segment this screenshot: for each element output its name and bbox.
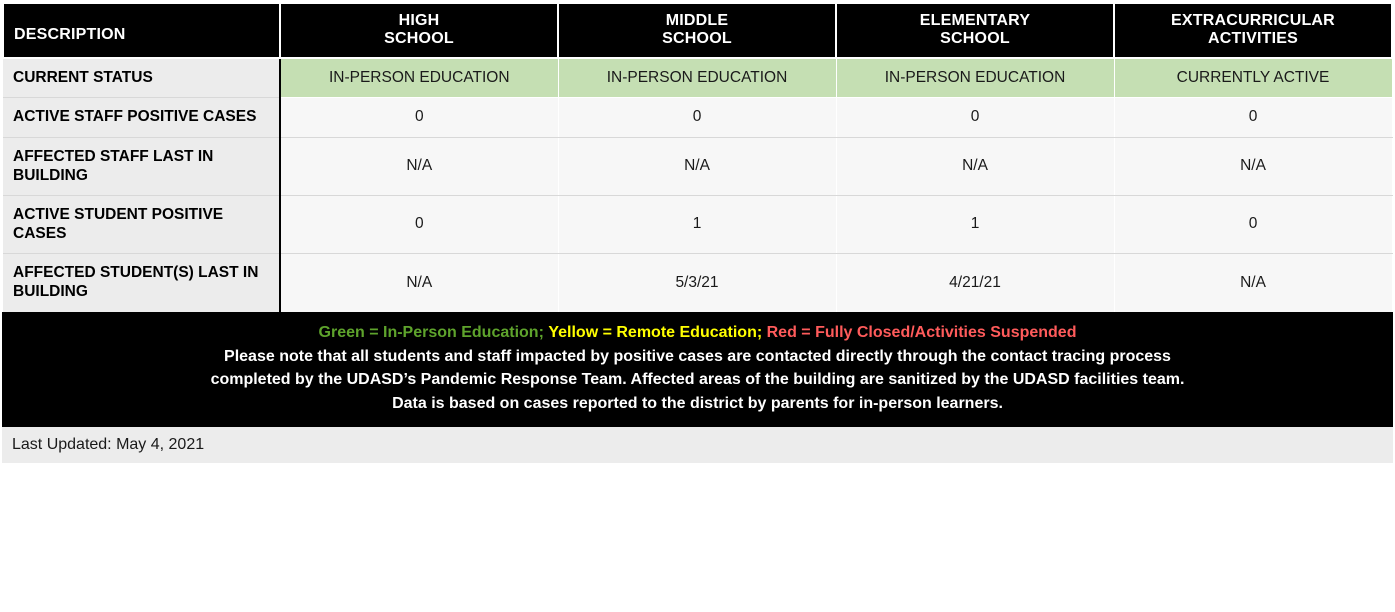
status-table: [2, 2, 1393, 312]
column-header-description: [3, 3, 280, 58]
table-row-current-status: [3, 58, 1392, 98]
cell-active-student-high-school: 0: [280, 196, 558, 254]
status-badge-extracurricular: CURRENTLY ACTIVE: [1114, 58, 1392, 98]
column-header-elementary-school-line1: ELEMENTARY: [919, 12, 1031, 29]
legend-yellow-text: Yellow = Remote Education;: [548, 323, 763, 341]
column-header-extracurricular-activities: [1114, 3, 1392, 58]
table-row-active-staff-positive-cases: [3, 98, 1392, 138]
row-label-affected-students-last-in-building: AFFECTED STUDENT(S) LAST IN BUILDING: [3, 254, 280, 312]
note-line-3: Data is based on cases reported to the district by parents for in-person learners.: [392, 394, 1003, 412]
cell-active-student-middle-school: 1: [558, 196, 836, 254]
table-row-active-student-positive-cases: [3, 196, 1392, 254]
column-header-high-school-line2: SCHOOL: [384, 30, 454, 48]
cell-active-staff-elementary-school: 0: [836, 98, 1114, 138]
legend-green-text: Green = In-Person Education;: [318, 323, 544, 341]
column-header-extracurricular-line1: EXTRACURRICULAR: [1171, 12, 1335, 29]
table-header: [3, 3, 1392, 58]
column-header-description-line1: DESCRIPTION: [14, 26, 126, 44]
row-label-active-staff-positive-cases: ACTIVE STAFF POSITIVE CASES: [3, 98, 280, 138]
cell-affected-student-extracurricular: N/A: [1114, 254, 1392, 312]
legend-line: [16, 322, 1379, 344]
cell-active-staff-extracurricular: 0: [1114, 98, 1392, 138]
cell-affected-student-high-school: N/A: [280, 254, 558, 312]
row-label-active-student-positive-cases: ACTIVE STUDENT POSITIVE CASES: [3, 196, 280, 254]
status-badge-high-school: IN-PERSON EDUCATION: [280, 58, 558, 98]
covid-status-dashboard: [0, 2, 1395, 612]
column-header-middle-school: [558, 3, 836, 58]
cell-active-staff-middle-school: 0: [558, 98, 836, 138]
legend-and-notes: [2, 312, 1393, 427]
row-label-affected-staff-last-in-building: AFFECTED STAFF LAST IN BUILDING: [3, 137, 280, 195]
column-header-elementary-school-line2: SCHOOL: [940, 30, 1010, 48]
table-row-affected-students-last-in-building: [3, 254, 1392, 312]
column-header-extracurricular-line2: ACTIVITIES: [1207, 30, 1298, 48]
last-updated-footer: Last Updated: May 4, 2021: [2, 427, 1393, 463]
column-header-high-school-line1: HIGH: [398, 12, 440, 29]
column-header-elementary-school: [836, 3, 1114, 58]
cell-affected-student-middle-school: 5/3/21: [558, 254, 836, 312]
cell-active-student-elementary-school: 1: [836, 196, 1114, 254]
column-header-high-school: [280, 3, 558, 58]
cell-affected-staff-middle-school: N/A: [558, 137, 836, 195]
cell-affected-student-elementary-school: 4/21/21: [836, 254, 1114, 312]
status-badge-middle-school: IN-PERSON EDUCATION: [558, 58, 836, 98]
column-header-middle-school-line2: SCHOOL: [662, 30, 732, 48]
cell-active-student-extracurricular: 0: [1114, 196, 1392, 254]
column-header-middle-school-line1: MIDDLE: [665, 12, 729, 29]
legend-red-text: Red = Fully Closed/Activities Suspended: [766, 323, 1077, 341]
note-line-1: Please note that all students and staff impacted by positive cases are contacted directly through the contact tracing process: [224, 348, 1171, 366]
table-body: [3, 58, 1392, 312]
cell-affected-staff-high-school: N/A: [280, 137, 558, 195]
note-line-2: completed by the UDASD’s Pandemic Response Team. Affected areas of the building are sanitized by the UDASD facilities team.: [210, 371, 1185, 389]
row-label-current-status: CURRENT STATUS: [3, 58, 280, 98]
cell-affected-staff-extracurricular: N/A: [1114, 137, 1392, 195]
cell-active-staff-high-school: 0: [280, 98, 558, 138]
table-row-affected-staff-last-in-building: [3, 137, 1392, 195]
header-row: [3, 3, 1392, 58]
cell-affected-staff-elementary-school: N/A: [836, 137, 1114, 195]
status-badge-elementary-school: IN-PERSON EDUCATION: [836, 58, 1114, 98]
